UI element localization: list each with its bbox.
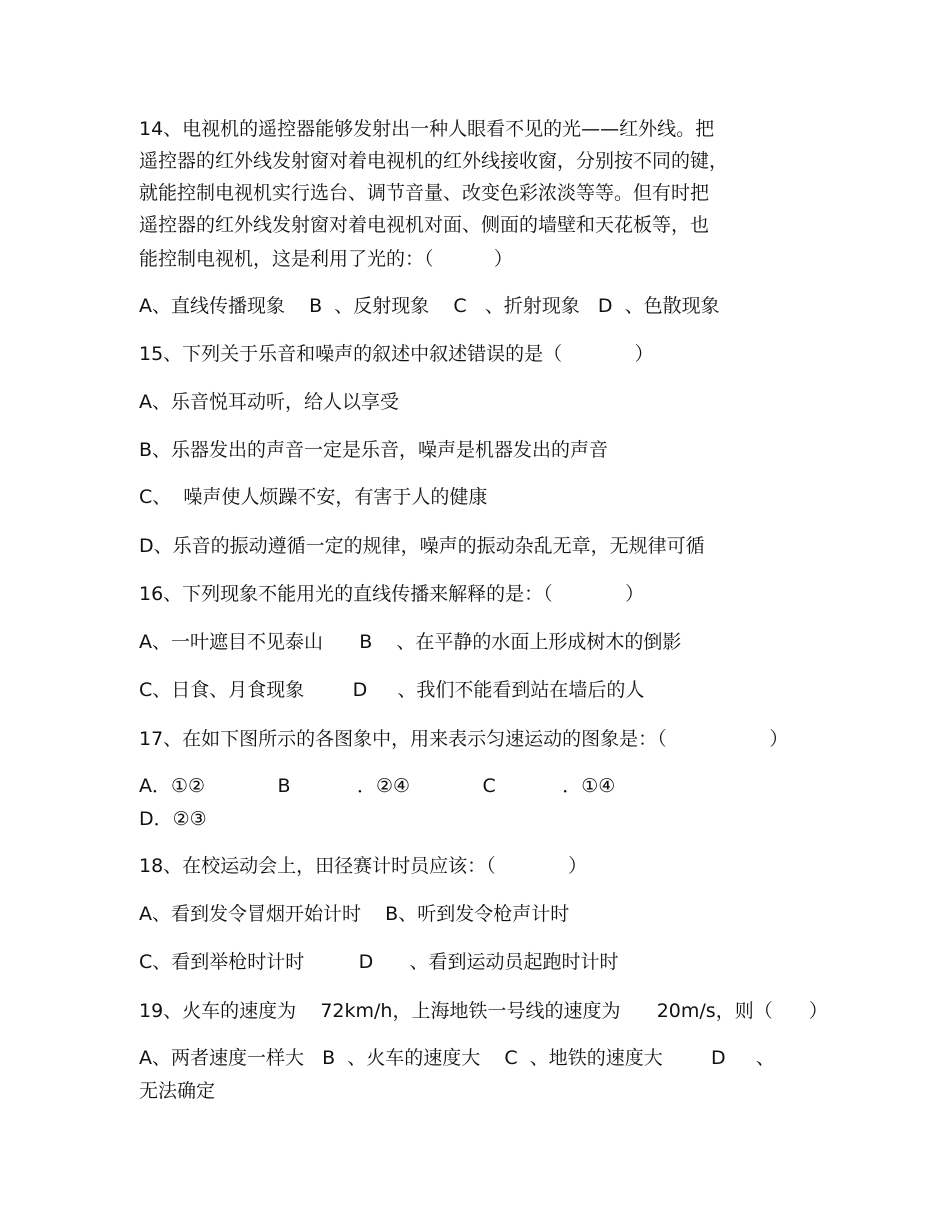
q18-options-cd: C、看到举枪时计时 D 、看到运动员起跑时计时 [139,951,619,973]
q17-option-d: D．②③ [139,808,207,830]
q14-stem-line-1: 14、电视机的遥控器能够发射出一种人眼看不见的光——红外线。把 [139,118,715,140]
q17-stem: 17、在如下图所示的各图象中，用来表示匀速运动的图象是：（ ） [139,728,789,750]
q16-options-cd: C、日食、月食现象 D 、我们不能看到站在墙后的人 [139,679,645,701]
q15-stem: 15、下列关于乐音和噪声的叙述中叙述错误的是（ ） [139,343,654,365]
q14-stem-line-5: 能控制电视机，这是利用了光的：（ ） [139,248,513,270]
q15-option-a: A、乐音悦耳动听，给人以享受 [139,391,399,413]
q19-options-line-1: A、两者速度一样大 B 、火车的速度大 C 、地铁的速度大 D 、 [139,1047,775,1069]
q14-stem-line-3: 就能控制电视机实行选台、调节音量、改变色彩浓淡等等。但有时把 [139,182,710,204]
q15-option-d: D、乐音的振动遵循一定的规律，噪声的振动杂乱无章，无规律可循 [139,535,705,557]
q14-stem-line-4: 遥控器的红外线发射窗对着电视机对面、侧面的墙壁和天花板等，也 [139,214,710,236]
q18-stem: 18、在校运动会上，田径赛计时员应该：（ ） [139,855,588,877]
q18-options-ab: A、看到发令冒烟开始计时 B、听到发令枪声计时 [139,903,570,925]
q14-options: A、直线传播现象 B 、反射现象 C 、折射现象 D 、色散现象 [139,295,720,317]
q14-stem-line-2: 遥控器的红外线发射窗对着电视机的红外线接收窗，分别按不同的键， [139,150,729,172]
q19-options-line-2: 无法确定 [139,1080,216,1102]
q16-stem: 16、下列现象不能用光的直线传播来解释的是：（ ） [139,583,645,605]
q19-stem: 19、火车的速度为 72km/h，上海地铁一号线的速度为 20m/s，则（ ） [139,1000,828,1022]
q16-options-ab: A、一叶遮目不见泰山 B 、在平静的水面上形成树木的倒影 [139,631,682,653]
q15-option-c: C、 噪声使人烦躁不安，有害于人的健康 [139,486,488,508]
q17-options-abc: A．①② B ．②④ C ．①④ [139,775,616,797]
q15-option-b: B、乐器发出的声音一定是乐音，噪声是机器发出的声音 [139,439,609,461]
